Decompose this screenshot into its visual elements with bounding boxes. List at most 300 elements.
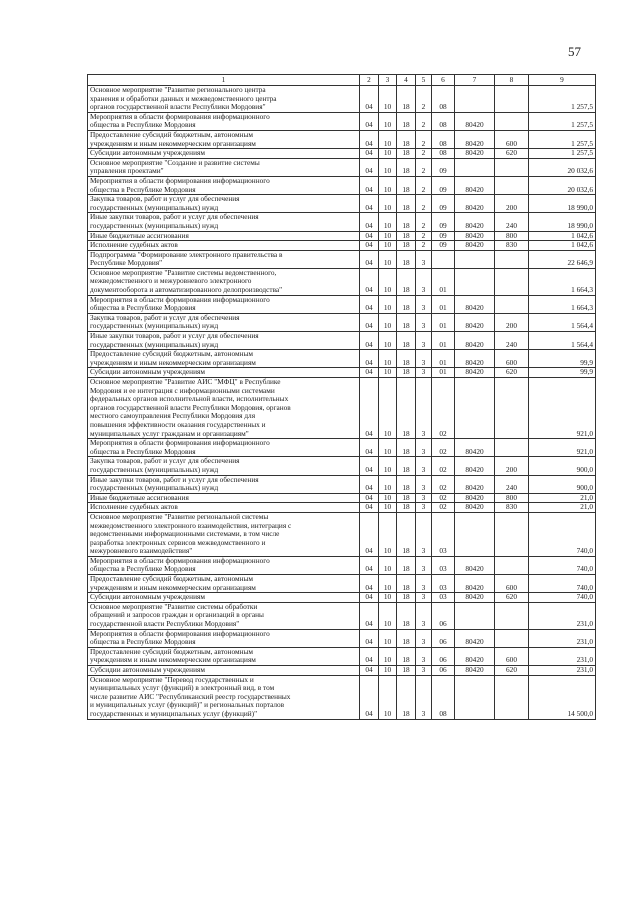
expense-type-code-cell: 200	[495, 313, 529, 331]
column-header: 9	[529, 75, 596, 86]
event-code-cell: 02	[432, 378, 455, 439]
event-code-cell: 06	[432, 666, 455, 676]
direction-code-cell: 80420	[455, 130, 495, 148]
direction-code-cell	[455, 602, 495, 629]
section-code-cell: 04	[360, 231, 379, 241]
expense-type-code-cell: 830	[495, 241, 529, 251]
subsection-code-cell: 10	[379, 250, 397, 268]
column-header: 2	[360, 75, 379, 86]
expense-type-code-cell	[495, 439, 529, 457]
subprogram-code-cell: 2	[416, 158, 432, 176]
amount-cell: 231,0	[529, 647, 596, 665]
expense-type-code-cell	[495, 512, 529, 556]
column-header: 1	[88, 75, 360, 86]
row-name-cell: Подпрограмма "Формирование электронного правительства в Республике Мордовия"	[88, 250, 360, 268]
subprogram-code-cell: 3	[416, 602, 432, 629]
amount-cell: 1 564,4	[529, 332, 596, 350]
program-code-cell: 18	[397, 629, 416, 647]
subsection-code-cell: 10	[379, 231, 397, 241]
event-code-cell: 02	[432, 475, 455, 493]
row-name-cell: Основное мероприятие "Развитие системы ведомственного, межведомственного и межуровневого электронного документооборота и автоматизированного делопроизводства"	[88, 268, 360, 295]
expense-type-code-cell	[495, 295, 529, 313]
event-code-cell: 01	[432, 368, 455, 378]
table-row	[88, 439, 596, 457]
expense-type-code-cell: 600	[495, 130, 529, 148]
section-code-cell: 04	[360, 158, 379, 176]
program-code-cell: 18	[397, 593, 416, 603]
direction-code-cell: 80420	[455, 195, 495, 213]
subsection-code-cell: 10	[379, 213, 397, 231]
amount-cell: 1 664,3	[529, 268, 596, 295]
direction-code-cell: 80420	[455, 176, 495, 194]
table-row	[88, 647, 596, 665]
row-name-cell: Предоставление субсидий бюджетным, автономным учреждениям и иным некоммерческим организациям	[88, 575, 360, 593]
table-row	[88, 475, 596, 493]
subsection-code-cell: 10	[379, 493, 397, 503]
program-code-cell: 18	[397, 313, 416, 331]
direction-code-cell: 80420	[455, 350, 495, 368]
table-row	[88, 350, 596, 368]
subsection-code-cell: 10	[379, 130, 397, 148]
subsection-code-cell: 10	[379, 378, 397, 439]
amount-cell: 740,0	[529, 575, 596, 593]
table-row	[88, 295, 596, 313]
table-row	[88, 86, 596, 113]
row-name-cell: Иные бюджетные ассигнования	[88, 231, 360, 241]
program-code-cell: 18	[397, 368, 416, 378]
row-name-cell: Закупка товаров, работ и услуг для обеспечения государственных (муниципальных) нужд	[88, 313, 360, 331]
program-code-cell: 18	[397, 241, 416, 251]
section-code-cell: 04	[360, 313, 379, 331]
subprogram-code-cell: 3	[416, 666, 432, 676]
subsection-code-cell: 10	[379, 195, 397, 213]
expense-type-code-cell: 800	[495, 493, 529, 503]
subprogram-code-cell: 3	[416, 575, 432, 593]
row-name-cell: Субсидии автономным учреждениям	[88, 368, 360, 378]
amount-cell: 1 664,3	[529, 295, 596, 313]
subprogram-code-cell: 3	[416, 368, 432, 378]
expense-type-code-cell: 620	[495, 149, 529, 159]
table-row	[88, 130, 596, 148]
subsection-code-cell: 10	[379, 86, 397, 113]
row-name-cell: Основное мероприятие "Развитие региональной системы межведомственного электронного взаимодействия, интеграция с ведомственными информационными системами, в том числе разработка электронных сервисов межведомственного и межуровневого взаимодействия"	[88, 512, 360, 556]
amount-cell: 231,0	[529, 629, 596, 647]
amount-cell: 740,0	[529, 512, 596, 556]
subsection-code-cell: 10	[379, 332, 397, 350]
program-code-cell: 18	[397, 503, 416, 513]
event-code-cell: 08	[432, 149, 455, 159]
row-name-cell: Закупка товаров, работ и услуг для обеспечения государственных (муниципальных) нужд	[88, 457, 360, 475]
subsection-code-cell: 10	[379, 647, 397, 665]
program-code-cell: 18	[397, 556, 416, 574]
table-row	[88, 629, 596, 647]
subsection-code-cell: 10	[379, 241, 397, 251]
page-number: 57	[568, 44, 581, 59]
expense-type-code-cell: 240	[495, 213, 529, 231]
expense-type-code-cell: 600	[495, 350, 529, 368]
subsection-code-cell: 10	[379, 158, 397, 176]
header-row	[88, 75, 596, 86]
subsection-code-cell: 10	[379, 503, 397, 513]
subprogram-code-cell: 2	[416, 213, 432, 231]
expense-type-code-cell	[495, 158, 529, 176]
amount-cell: 1 257,5	[529, 86, 596, 113]
expense-type-code-cell: 200	[495, 457, 529, 475]
subprogram-code-cell: 2	[416, 130, 432, 148]
direction-code-cell: 80420	[455, 241, 495, 251]
subprogram-code-cell: 3	[416, 503, 432, 513]
program-code-cell: 18	[397, 350, 416, 368]
amount-cell: 1 564,4	[529, 313, 596, 331]
program-code-cell: 18	[397, 675, 416, 719]
subprogram-code-cell: 2	[416, 176, 432, 194]
row-name-cell: Мероприятия в области формирования информационного общества в Республике Мордовия	[88, 295, 360, 313]
direction-code-cell: 80420	[455, 368, 495, 378]
direction-code-cell	[455, 378, 495, 439]
direction-code-cell: 80420	[455, 666, 495, 676]
event-code-cell: 03	[432, 556, 455, 574]
event-code-cell: 09	[432, 176, 455, 194]
program-code-cell: 18	[397, 332, 416, 350]
row-name-cell: Предоставление субсидий бюджетным, автономным учреждениям и иным некоммерческим организациям	[88, 130, 360, 148]
table-row	[88, 268, 596, 295]
section-code-cell: 04	[360, 268, 379, 295]
event-code-cell: 08	[432, 86, 455, 113]
subsection-code-cell: 10	[379, 149, 397, 159]
subprogram-code-cell: 3	[416, 295, 432, 313]
direction-code-cell: 80420	[455, 556, 495, 574]
program-code-cell: 18	[397, 666, 416, 676]
direction-code-cell: 80420	[455, 475, 495, 493]
row-name-cell: Исполнение судебных актов	[88, 503, 360, 513]
subsection-code-cell: 10	[379, 268, 397, 295]
subprogram-code-cell: 3	[416, 332, 432, 350]
subsection-code-cell: 10	[379, 368, 397, 378]
table-row	[88, 332, 596, 350]
event-code-cell: 06	[432, 602, 455, 629]
subprogram-code-cell: 3	[416, 556, 432, 574]
subsection-code-cell: 10	[379, 457, 397, 475]
expense-type-code-cell: 600	[495, 647, 529, 665]
subprogram-code-cell: 3	[416, 268, 432, 295]
direction-code-cell: 80420	[455, 112, 495, 130]
subprogram-code-cell: 2	[416, 241, 432, 251]
event-code-cell: 03	[432, 575, 455, 593]
amount-cell: 1 042,6	[529, 231, 596, 241]
column-header: 3	[379, 75, 397, 86]
event-code-cell: 08	[432, 675, 455, 719]
table-row	[88, 666, 596, 676]
event-code-cell: 08	[432, 112, 455, 130]
event-code-cell: 01	[432, 350, 455, 368]
program-code-cell: 18	[397, 475, 416, 493]
row-name-cell: Основное мероприятие "Развитие регионального центра хранения и обработки данных и межведомственного центра органов государственной власти Республики Мордовия"	[88, 86, 360, 113]
direction-code-cell	[455, 250, 495, 268]
event-code-cell	[432, 250, 455, 268]
amount-cell: 22 646,9	[529, 250, 596, 268]
section-code-cell: 04	[360, 332, 379, 350]
row-name-cell: Предоставление субсидий бюджетным, автономным учреждениям и иным некоммерческим организациям	[88, 350, 360, 368]
program-code-cell: 18	[397, 512, 416, 556]
event-code-cell: 02	[432, 503, 455, 513]
amount-cell: 99,9	[529, 368, 596, 378]
subsection-code-cell: 10	[379, 666, 397, 676]
program-code-cell: 18	[397, 647, 416, 665]
amount-cell: 99,9	[529, 350, 596, 368]
subprogram-code-cell: 3	[416, 250, 432, 268]
event-code-cell: 06	[432, 629, 455, 647]
direction-code-cell: 80420	[455, 231, 495, 241]
column-header: 7	[455, 75, 495, 86]
direction-code-cell: 80420	[455, 629, 495, 647]
table-row	[88, 213, 596, 231]
row-name-cell: Мероприятия в области формирования информационного общества в Республике Мордовия	[88, 112, 360, 130]
expense-type-code-cell	[495, 675, 529, 719]
direction-code-cell: 80420	[455, 503, 495, 513]
expense-type-code-cell	[495, 86, 529, 113]
row-name-cell: Предоставление субсидий бюджетным, автономным учреждениям и иным некоммерческим организациям	[88, 647, 360, 665]
subprogram-code-cell: 2	[416, 195, 432, 213]
section-code-cell: 04	[360, 602, 379, 629]
section-code-cell: 04	[360, 493, 379, 503]
section-code-cell: 04	[360, 675, 379, 719]
subprogram-code-cell: 3	[416, 457, 432, 475]
table-row	[88, 556, 596, 574]
section-code-cell: 04	[360, 593, 379, 603]
section-code-cell: 04	[360, 176, 379, 194]
amount-cell: 740,0	[529, 556, 596, 574]
event-code-cell: 03	[432, 512, 455, 556]
direction-code-cell: 80420	[455, 647, 495, 665]
section-code-cell: 04	[360, 475, 379, 493]
direction-code-cell: 80420	[455, 213, 495, 231]
section-code-cell: 04	[360, 512, 379, 556]
event-code-cell: 02	[432, 493, 455, 503]
subsection-code-cell: 10	[379, 629, 397, 647]
subsection-code-cell: 10	[379, 439, 397, 457]
section-code-cell: 04	[360, 195, 379, 213]
amount-cell: 21,0	[529, 503, 596, 513]
amount-cell: 20 032,6	[529, 158, 596, 176]
amount-cell: 1 257,5	[529, 130, 596, 148]
expense-type-code-cell	[495, 250, 529, 268]
program-code-cell: 18	[397, 195, 416, 213]
event-code-cell: 09	[432, 158, 455, 176]
subsection-code-cell: 10	[379, 112, 397, 130]
event-code-cell: 03	[432, 593, 455, 603]
table-row	[88, 250, 596, 268]
subprogram-code-cell: 3	[416, 350, 432, 368]
section-code-cell: 04	[360, 250, 379, 268]
table-row	[88, 158, 596, 176]
row-name-cell: Субсидии автономным учреждениям	[88, 593, 360, 603]
column-header: 6	[432, 75, 455, 86]
section-code-cell: 04	[360, 457, 379, 475]
subsection-code-cell: 10	[379, 295, 397, 313]
amount-cell: 14 500,0	[529, 675, 596, 719]
column-header: 5	[416, 75, 432, 86]
subprogram-code-cell: 3	[416, 439, 432, 457]
program-code-cell: 18	[397, 295, 416, 313]
table-row	[88, 112, 596, 130]
table-row	[88, 176, 596, 194]
section-code-cell: 04	[360, 213, 379, 231]
program-code-cell: 18	[397, 457, 416, 475]
subsection-code-cell: 10	[379, 675, 397, 719]
expense-type-code-cell	[495, 378, 529, 439]
table-row	[88, 675, 596, 719]
event-code-cell: 01	[432, 295, 455, 313]
direction-code-cell: 80420	[455, 149, 495, 159]
row-name-cell: Основное мероприятие "Создание и развитие системы управления проектами"	[88, 158, 360, 176]
amount-cell: 740,0	[529, 593, 596, 603]
subprogram-code-cell: 3	[416, 313, 432, 331]
subsection-code-cell: 10	[379, 350, 397, 368]
row-name-cell: Основное мероприятие "Развитие системы обработки обращений и запросов граждан и организаций в органы государственной власти Республики Мордовия"	[88, 602, 360, 629]
subprogram-code-cell: 3	[416, 675, 432, 719]
section-code-cell: 04	[360, 350, 379, 368]
table-row	[88, 195, 596, 213]
program-code-cell: 18	[397, 493, 416, 503]
direction-code-cell	[455, 268, 495, 295]
subprogram-code-cell: 3	[416, 493, 432, 503]
section-code-cell: 04	[360, 439, 379, 457]
subprogram-code-cell: 2	[416, 112, 432, 130]
direction-code-cell	[455, 675, 495, 719]
subprogram-code-cell: 3	[416, 629, 432, 647]
section-code-cell: 04	[360, 629, 379, 647]
table-row	[88, 575, 596, 593]
section-code-cell: 04	[360, 241, 379, 251]
table-row	[88, 457, 596, 475]
table-row	[88, 503, 596, 513]
direction-code-cell	[455, 86, 495, 113]
row-name-cell: Исполнение судебных актов	[88, 241, 360, 251]
event-code-cell: 01	[432, 313, 455, 331]
section-code-cell: 04	[360, 503, 379, 513]
program-code-cell: 18	[397, 602, 416, 629]
event-code-cell: 06	[432, 647, 455, 665]
row-name-cell: Основное мероприятие "Развитие АИС "МФЦ" в Республике Мордовия и ее интеграция с информационными системами федеральных органов исполнительной власти, исполнительных органов государственной власти Республики Мордовия, органов местного самоуправления Республики Мордовия для повышения эффективности оказания государственных и муниципальных услуг гражданам и организациям"	[88, 378, 360, 439]
expense-type-code-cell: 240	[495, 332, 529, 350]
program-code-cell: 18	[397, 268, 416, 295]
subprogram-code-cell: 2	[416, 231, 432, 241]
table-row	[88, 149, 596, 159]
event-code-cell: 01	[432, 332, 455, 350]
row-name-cell: Основное мероприятие "Перевод государственных и муниципальных услуг (функций) в электронный вид, в том числе развитие АИС "Республиканский реестр государственных и муниципальных услуг (функций)" и региональных порталов государственных и муниципальных услуг (функций)"	[88, 675, 360, 719]
amount-cell: 921,0	[529, 378, 596, 439]
direction-code-cell: 80420	[455, 593, 495, 603]
amount-cell: 900,0	[529, 457, 596, 475]
event-code-cell: 02	[432, 457, 455, 475]
program-code-cell: 18	[397, 378, 416, 439]
subsection-code-cell: 10	[379, 313, 397, 331]
subprogram-code-cell: 3	[416, 512, 432, 556]
program-code-cell: 18	[397, 112, 416, 130]
expense-type-code-cell: 800	[495, 231, 529, 241]
table-row	[88, 602, 596, 629]
event-code-cell: 09	[432, 241, 455, 251]
subprogram-code-cell: 3	[416, 647, 432, 665]
amount-cell: 18 990,0	[529, 213, 596, 231]
table-row	[88, 378, 596, 439]
row-name-cell: Мероприятия в области формирования информационного общества в Республике Мордовия	[88, 556, 360, 574]
event-code-cell: 09	[432, 213, 455, 231]
program-code-cell: 18	[397, 250, 416, 268]
table-row	[88, 313, 596, 331]
program-code-cell: 18	[397, 575, 416, 593]
program-code-cell: 18	[397, 158, 416, 176]
direction-code-cell: 80420	[455, 457, 495, 475]
direction-code-cell: 80420	[455, 493, 495, 503]
program-code-cell: 18	[397, 86, 416, 113]
direction-code-cell: 80420	[455, 332, 495, 350]
expense-type-code-cell	[495, 176, 529, 194]
direction-code-cell: 80420	[455, 439, 495, 457]
event-code-cell: 09	[432, 231, 455, 241]
amount-cell: 1 042,6	[529, 241, 596, 251]
expense-type-code-cell: 620	[495, 666, 529, 676]
amount-cell: 921,0	[529, 439, 596, 457]
row-name-cell: Субсидии автономным учреждениям	[88, 149, 360, 159]
subsection-code-cell: 10	[379, 475, 397, 493]
program-code-cell: 18	[397, 231, 416, 241]
direction-code-cell: 80420	[455, 313, 495, 331]
program-code-cell: 18	[397, 176, 416, 194]
program-code-cell: 18	[397, 439, 416, 457]
subprogram-code-cell: 2	[416, 149, 432, 159]
section-code-cell: 04	[360, 556, 379, 574]
amount-cell: 900,0	[529, 475, 596, 493]
expense-type-code-cell	[495, 112, 529, 130]
program-code-cell: 18	[397, 149, 416, 159]
amount-cell: 1 257,5	[529, 112, 596, 130]
expense-type-code-cell	[495, 556, 529, 574]
expense-type-code-cell: 620	[495, 593, 529, 603]
row-name-cell: Мероприятия в области формирования информационного общества в Республике Мордовия	[88, 629, 360, 647]
table-row	[88, 593, 596, 603]
column-header: 4	[397, 75, 416, 86]
column-header: 8	[495, 75, 529, 86]
subprogram-code-cell: 3	[416, 475, 432, 493]
amount-cell: 21,0	[529, 493, 596, 503]
row-name-cell: Субсидии автономным учреждениям	[88, 666, 360, 676]
section-code-cell: 04	[360, 647, 379, 665]
subprogram-code-cell: 2	[416, 86, 432, 113]
expense-type-code-cell	[495, 629, 529, 647]
row-name-cell: Закупка товаров, работ и услуг для обеспечения государственных (муниципальных) нужд	[88, 195, 360, 213]
subsection-code-cell: 10	[379, 575, 397, 593]
expense-type-code-cell: 240	[495, 475, 529, 493]
event-code-cell: 01	[432, 268, 455, 295]
subsection-code-cell: 10	[379, 602, 397, 629]
subsection-code-cell: 10	[379, 556, 397, 574]
expense-type-code-cell: 830	[495, 503, 529, 513]
expense-type-code-cell: 620	[495, 368, 529, 378]
row-name-cell: Иные закупки товаров, работ и услуг для обеспечения государственных (муниципальных) нужд	[88, 475, 360, 493]
table-row	[88, 512, 596, 556]
budget-table	[87, 74, 596, 720]
section-code-cell: 04	[360, 368, 379, 378]
subsection-code-cell: 10	[379, 176, 397, 194]
amount-cell: 231,0	[529, 666, 596, 676]
subsection-code-cell: 10	[379, 512, 397, 556]
direction-code-cell	[455, 512, 495, 556]
direction-code-cell	[455, 158, 495, 176]
table-row	[88, 241, 596, 251]
section-code-cell: 04	[360, 378, 379, 439]
expense-type-code-cell: 200	[495, 195, 529, 213]
